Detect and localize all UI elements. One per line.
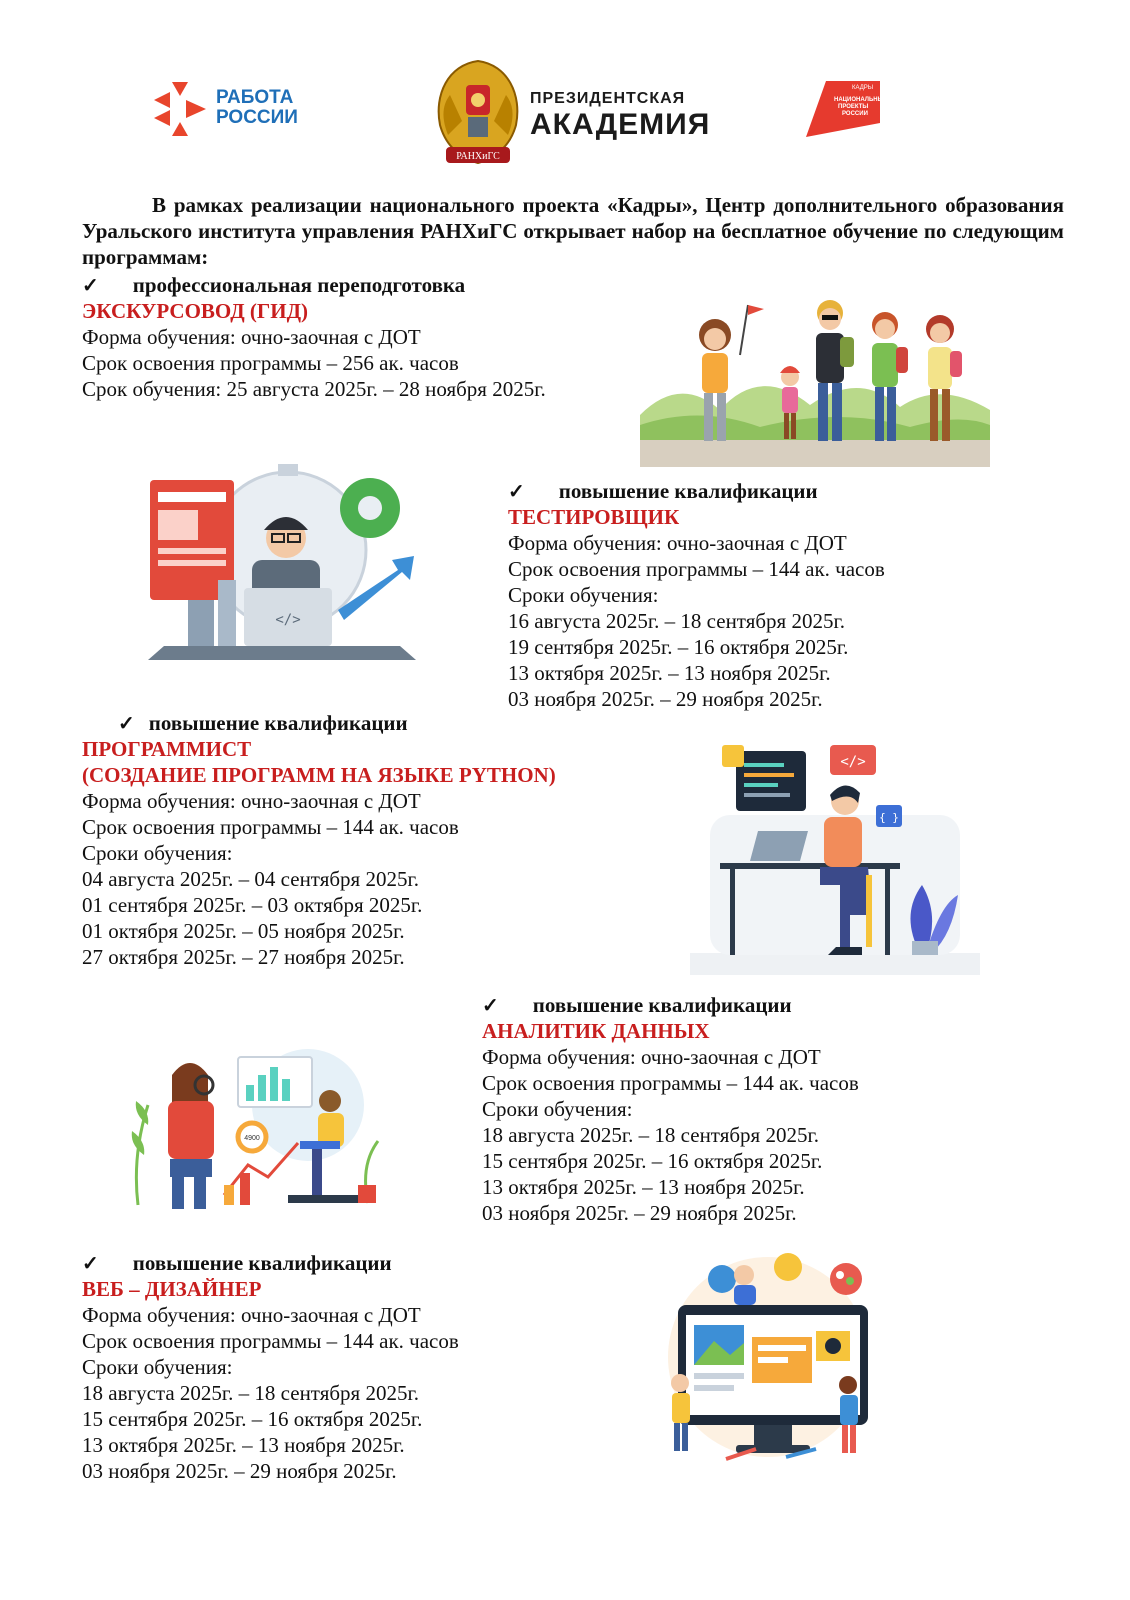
program-date: 01 сентября 2025г. – 03 октября 2025г. bbox=[82, 893, 423, 917]
data-analyst-illustration bbox=[128, 1045, 388, 1213]
program-duration: Срок освоения программы – 144 ак. часов bbox=[82, 815, 459, 839]
web-designer-illustration bbox=[636, 1245, 900, 1469]
program-duration: Срок освоения программы – 144 ак. часов bbox=[508, 557, 885, 581]
program-form: Форма обучения: очно-заочная с ДОТ bbox=[508, 531, 847, 555]
program-duration: Срок освоения программы – 144 ак. часов bbox=[82, 1329, 459, 1353]
program-type-label: профессиональная переподготовка bbox=[132, 273, 466, 297]
tourists-illustration bbox=[640, 295, 990, 467]
eagle-emblem-icon bbox=[428, 55, 528, 173]
program-form: Форма обучения: очно-заочная с ДОТ bbox=[82, 789, 421, 813]
program-type bbox=[82, 1250, 392, 1277]
program-date: 13 октября 2025г. – 13 ноября 2025г. bbox=[82, 1433, 405, 1457]
program-title-sub: (СОЗДАНИЕ ПРОГРАММ НА ЯЗЫКЕ PYTHON) bbox=[82, 763, 556, 787]
program-title: ПРОГРАММИСТ bbox=[82, 737, 252, 761]
check-icon: ✓ bbox=[508, 481, 525, 503]
kadry-logo-icon bbox=[804, 77, 884, 141]
program-type-label: повышение квалификации bbox=[148, 711, 408, 735]
kadry-line1: НАЦИОНАЛЬНЫЕ bbox=[834, 97, 884, 103]
programmer-illustration bbox=[690, 745, 980, 975]
program-date: 03 ноября 2025г. – 29 ноября 2025г. bbox=[508, 687, 823, 711]
program-date: 01 октября 2025г. – 05 ноября 2025г. bbox=[82, 919, 405, 943]
rabota-logo-icon bbox=[150, 78, 212, 140]
program-title: ВЕБ – ДИЗАЙНЕР bbox=[82, 1277, 262, 1301]
program-type bbox=[118, 710, 408, 737]
braces-label: { } bbox=[879, 811, 899, 824]
check-icon: ✓ bbox=[82, 1253, 99, 1275]
program-title: ЭКСКУРСОВОД (ГИД) bbox=[82, 299, 309, 323]
rabota-line1: РАБОТА bbox=[216, 87, 294, 108]
national-projects-kadry-logo bbox=[804, 77, 884, 141]
program-date: 19 сентября 2025г. – 16 октября 2025г. bbox=[508, 635, 849, 659]
program-terms-label: Сроки обучения: bbox=[82, 1355, 233, 1379]
emblem-ribbon: РАНХиГС bbox=[456, 151, 500, 162]
program-duration: Срок освоения программы – 144 ак. часов bbox=[482, 1071, 859, 1095]
rabota-rossii-logo bbox=[150, 78, 310, 142]
program-date: 16 августа 2025г. – 18 сентября 2025г. bbox=[508, 609, 845, 633]
academy-emblem bbox=[428, 55, 528, 173]
program-type bbox=[508, 478, 818, 505]
program-type-label: повышение квалификации bbox=[558, 479, 818, 503]
program-date: 15 сентября 2025г. – 16 октября 2025г. bbox=[82, 1407, 423, 1431]
kadry-line0: КАДРЫ bbox=[852, 85, 874, 91]
kadry-line3: РОССИИ bbox=[842, 111, 868, 117]
program-date: 15 сентября 2025г. – 16 октября 2025г. bbox=[482, 1149, 823, 1173]
program-title: АНАЛИТИК ДАННЫХ bbox=[482, 1019, 710, 1043]
academy-logo-text bbox=[530, 90, 710, 142]
program-date: 18 августа 2025г. – 18 сентября 2025г. bbox=[482, 1123, 819, 1147]
kpi-value: 4900 bbox=[244, 1135, 260, 1142]
program-terms-label: Сроки обучения: bbox=[82, 841, 233, 865]
program-date: 18 августа 2025г. – 18 сентября 2025г. bbox=[82, 1381, 419, 1405]
kadry-line2: ПРОЕКТЫ bbox=[838, 104, 869, 110]
intro-paragraph: В рамках реализации национального проекта «Кадры», Центр дополнительного образования Уральского института управления РАНХиГС открывает набор на бесплатное обучение по следующим программам: bbox=[82, 193, 1064, 269]
code-tag-label: </> bbox=[275, 612, 301, 628]
program-type bbox=[82, 272, 465, 299]
program-duration: Срок освоения программы – 256 ак. часов bbox=[82, 351, 459, 375]
program-date: 04 августа 2025г. – 04 сентября 2025г. bbox=[82, 867, 419, 891]
program-form: Форма обучения: очно-заочная с ДОТ bbox=[82, 325, 421, 349]
program-type bbox=[482, 992, 792, 1019]
program-date: 03 ноября 2025г. – 29 ноября 2025г. bbox=[82, 1459, 397, 1483]
code-tag-label: </> bbox=[840, 754, 866, 770]
academy-line1: ПРЕЗИДЕНТСКАЯ bbox=[530, 90, 686, 107]
program-terms-label: Сроки обучения: bbox=[482, 1097, 633, 1121]
rabota-line2: РОССИИ bbox=[216, 107, 298, 128]
program-date: 13 октября 2025г. – 13 ноября 2025г. bbox=[482, 1175, 805, 1199]
program-title: ТЕСТИРОВЩИК bbox=[508, 505, 680, 529]
program-date: 13 октября 2025г. – 13 ноября 2025г. bbox=[508, 661, 831, 685]
tester-illustration bbox=[148, 460, 416, 672]
program-term: Срок обучения: 25 августа 2025г. – 28 ноября 2025г. bbox=[82, 377, 546, 401]
program-date: 27 октября 2025г. – 27 ноября 2025г. bbox=[82, 945, 405, 969]
check-icon: ✓ bbox=[118, 713, 135, 735]
program-form: Форма обучения: очно-заочная с ДОТ bbox=[482, 1045, 821, 1069]
academy-line2: АКАДЕМИЯ bbox=[530, 108, 711, 141]
program-terms-label: Сроки обучения: bbox=[508, 583, 659, 607]
program-form: Форма обучения: очно-заочная с ДОТ bbox=[82, 1303, 421, 1327]
program-type-label: повышение квалификации bbox=[532, 993, 792, 1017]
check-icon: ✓ bbox=[482, 995, 499, 1017]
check-icon: ✓ bbox=[82, 275, 99, 297]
program-type-label: повышение квалификации bbox=[132, 1251, 392, 1275]
program-date: 03 ноября 2025г. – 29 ноября 2025г. bbox=[482, 1201, 797, 1225]
